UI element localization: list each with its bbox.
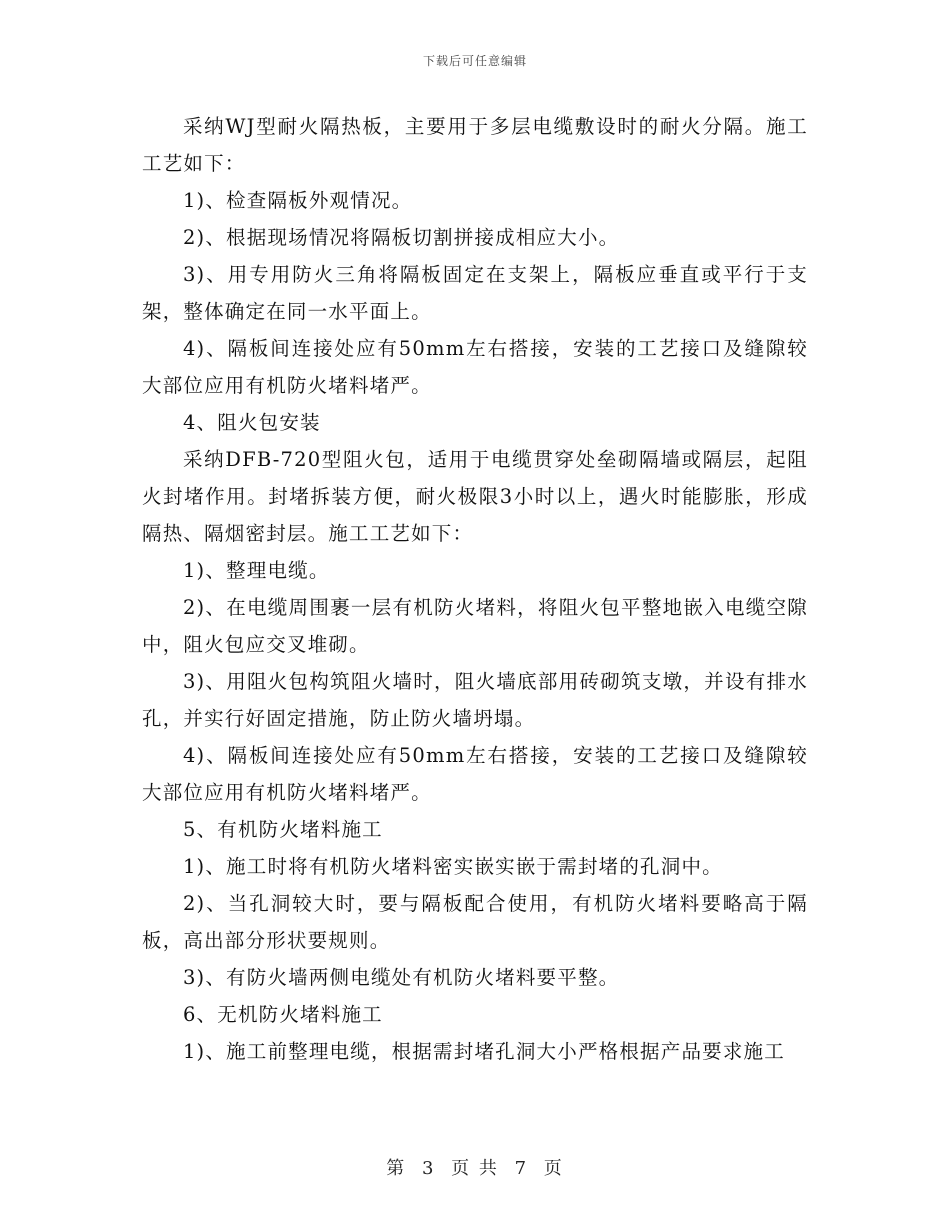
paragraph: 2)、在电缆周围裹一层有机防火堵料，将阻火包平整地嵌入电缆空隙中，阻火包应交叉堆砌。 [142, 596, 808, 656]
paragraph: 2)、根据现场情况将隔板切割拼接成相应大小。 [182, 226, 620, 249]
paragraph: 3)、用阻火包构筑阻火墙时，阻火墙底部用砖砌筑支墩，并设有排水孔，并实行好固定措施，防止防火墙坍塌。 [142, 670, 808, 730]
paragraph: 1)、检查隔板外观情况。 [182, 189, 413, 212]
section-heading: 5、有机防火堵料施工 [182, 818, 383, 841]
paragraph: 4)、隔板间连接处应有50mm左右搭接，安装的工艺接口及缝隙较大部位应用有机防火堵料堵严。 [142, 337, 808, 397]
footer-prefix: 第 [386, 1158, 407, 1179]
section-heading: 6、无机防火堵料施工 [182, 1003, 383, 1026]
current-page-number: 3 [421, 1158, 436, 1179]
paragraph: 3)、用专用防火三角将隔板固定在支架上，隔板应垂直或平行于支架，整体确定在同一水平面上。 [142, 263, 808, 323]
paragraph: 4)、隔板间连接处应有50mm左右搭接，安装的工艺接口及缝隙较大部位应用有机防火堵料堵严。 [142, 744, 808, 804]
paragraph: 1)、施工前整理电缆，根据需封堵孔洞大小严格根据产品要求施工 [182, 1040, 785, 1063]
total-page-count: 7 [514, 1158, 529, 1179]
footer-middle: 页 共 [451, 1158, 499, 1179]
document-body [142, 108, 808, 1070]
paragraph: 采纳DFB-720型阻火包，适用于电缆贯穿处垒砌隔墙或隔层，起阻火封堵作用。封堵拆装方便，耐火极限3小时以上，遇火时能膨胀，形成隔热、隔烟密封层。施工工艺如下： [142, 448, 808, 545]
section-heading: 4、阻火包安装 [182, 411, 321, 434]
paragraph: 1)、整理电缆。 [182, 559, 330, 582]
footer-suffix: 页 [543, 1158, 564, 1179]
paragraph: 1)、施工时将有机防火堵料密实嵌实嵌于需封堵的孔洞中。 [182, 855, 723, 878]
paragraph: 3)、有防火墙两侧电缆处有机防火堵料要平整。 [182, 966, 620, 989]
page-header-note: 下载后可任意编辑 [422, 54, 527, 68]
paragraph: 2)、当孔洞较大时，要与隔板配合使用，有机防火堵料要略高于隔板，高出部分形状要规则。 [142, 892, 808, 952]
page-footer [0, 1154, 950, 1180]
paragraph: 采纳WJ型耐火隔热板，主要用于多层电缆敷设时的耐火分隔。施工工艺如下： [142, 115, 808, 175]
